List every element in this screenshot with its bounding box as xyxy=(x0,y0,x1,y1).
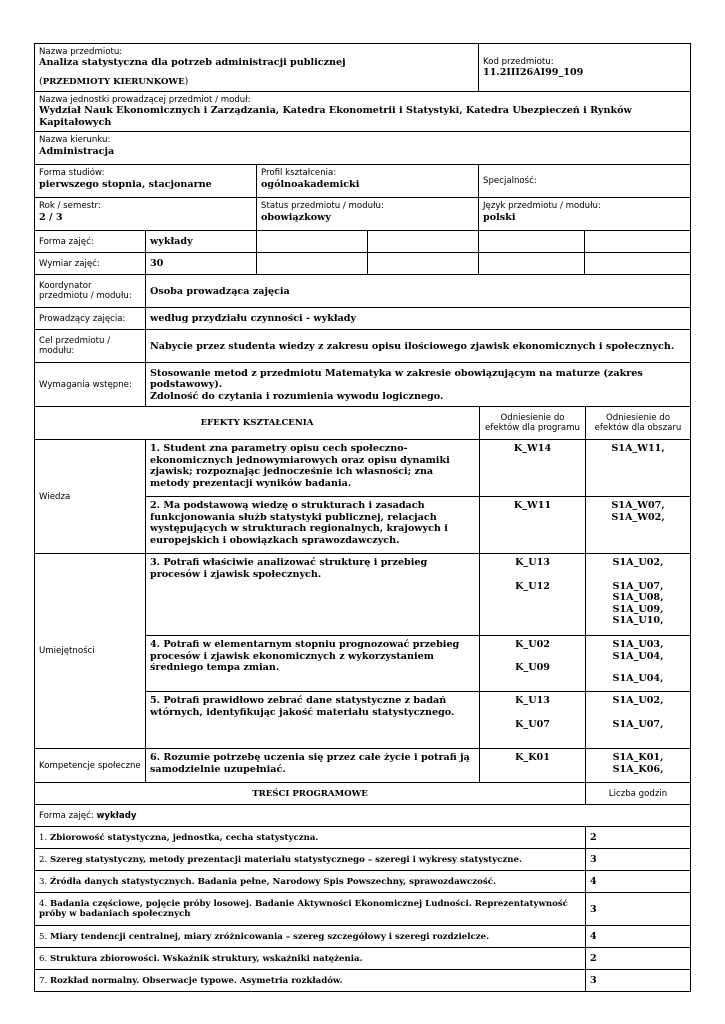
program-code: K_W11 xyxy=(513,500,552,512)
outcome-row xyxy=(35,440,691,497)
program-ref-header: Odniesienie do efektów dla programu xyxy=(480,407,586,440)
empty-cell xyxy=(479,231,585,253)
unit-name: Wydział Nauk Ekonomicznych i Zarządzania, Katedra Ekonometrii i Statystyki, Katedra Ubezpieczeń i Rynków Kapitałowych xyxy=(39,105,632,128)
empty-cell xyxy=(368,253,479,275)
specialty-cell xyxy=(479,165,691,198)
program-codes xyxy=(480,497,586,554)
area-code: S1A_W11, xyxy=(611,443,665,455)
content-row xyxy=(35,849,691,871)
program-code: K_U13 xyxy=(515,557,550,569)
code-spacer xyxy=(484,651,581,662)
class-form-row-label: Forma zajęć: xyxy=(39,810,97,821)
goal-label-cell xyxy=(35,330,146,363)
profile: ogólnoakademicki xyxy=(261,178,360,190)
unit-cell xyxy=(35,92,691,132)
topic-number: 6. xyxy=(39,953,50,964)
program-codes xyxy=(480,554,586,636)
area-code: S1A_K06, xyxy=(612,763,664,775)
lecturer: według przydziału czynności - wykłady xyxy=(150,313,357,325)
year-label: Rok / semestr: xyxy=(39,201,101,212)
content-topic xyxy=(35,893,586,926)
coordinator-label-cell xyxy=(35,275,146,308)
topic-text: Zbiorowość statystyczna, jednostka, cecha statystyczna. xyxy=(49,832,319,843)
area-code: S1A_U02, xyxy=(612,557,664,569)
area-code: S1A_W07, xyxy=(611,500,665,512)
empty-cell xyxy=(585,253,691,275)
field-label: Nazwa kierunku: xyxy=(39,135,111,146)
lecturer-cell xyxy=(146,308,691,330)
code-spacer xyxy=(590,569,686,581)
coordinator-label: Koordynator przedmiotu / modułu: xyxy=(39,281,132,302)
study-form-label: Forma studiów: xyxy=(39,168,105,179)
paren-open: ( xyxy=(39,75,43,87)
empty-cell xyxy=(257,231,368,253)
topic-hours: 3 xyxy=(586,849,691,871)
group-knowledge: Wiedza xyxy=(35,440,146,554)
topic-text: Miary tendencji centralnej, miary zróżnicowania – szereg szczegółowy i szeregi rozdzielcze. xyxy=(49,931,490,942)
hours-count-header: Liczba godzin xyxy=(586,783,691,805)
course-group: PRZEDMIOTY KIERUNKOWE xyxy=(42,76,185,87)
topic-number: 7. xyxy=(39,975,50,986)
outcome-text: 2. Ma podstawową wiedzę o strukturach i zasadach funkcjonowania służb statystyki publicznej, relacjach występujących w strukturach regionalnych, krajowych i europejskich i obowiązkach sprawozdawczych. xyxy=(146,497,480,554)
group-competences: Kompetencje społeczne xyxy=(35,749,146,783)
lecturer-label-cell xyxy=(35,308,146,330)
content-row xyxy=(35,871,691,893)
goal: Nabycie przez studenta wiedzy z zakresu opisu ilościowego zjawisk ekonomicznych i społecznych. xyxy=(150,340,675,352)
hours-label: Wymiar zajęć: xyxy=(39,258,100,269)
topic-hours: 4 xyxy=(586,871,691,893)
topic-text: Rozkład normalny. Obserwacje typowe. Asymetria rozkładów. xyxy=(49,975,343,986)
group-skills: Umiejętności xyxy=(35,554,146,749)
requirements-line-2: Zdolność do czytania i rozumienia wywodu logicznego. xyxy=(150,390,444,402)
outcome-text: 3. Potrafi właściwie analizować strukturę i przebieg procesów i zjawisk społecznych. xyxy=(146,554,480,636)
class-form-row-value: wykłady xyxy=(96,810,137,821)
requirements-line-1: Stosowanie metod z przedmiotu Matematyka w zakresie obowiązującym na maturze (zakres podstawowy). xyxy=(150,367,643,391)
code-spacer xyxy=(590,662,686,673)
outcome-row xyxy=(35,554,691,636)
outcome-text: 1. Student zna parametry opisu cech społeczno-ekonomicznych jednowymiarowych oraz opisu dynamiki zjawisk; rozpoznając jednocześnie ich własności; zna metody prezentacji wyników badania. xyxy=(146,440,480,497)
area-code: S1A_W02, xyxy=(611,511,665,523)
program-codes xyxy=(480,749,586,783)
program-code: K_U09 xyxy=(515,661,550,673)
status: obowiązkowy xyxy=(261,211,331,223)
course-code-cell xyxy=(479,44,691,92)
course-name-label: Nazwa przedmiotu: xyxy=(39,47,123,57)
learning-outcomes-table xyxy=(34,406,691,783)
lecturer-label: Prowadzący zajęcia: xyxy=(39,313,126,324)
program-content-header: TREŚCI PROGRAMOWE xyxy=(35,783,586,805)
hours-label-cell xyxy=(35,253,146,275)
code-spacer xyxy=(484,707,581,719)
goal-cell xyxy=(146,330,691,363)
outcome-text: 6. Rozumie potrzebę uczenia się przez całe życie i potrafi ją samodzielnie uzupełniać. xyxy=(146,749,480,783)
topic-hours: 3 xyxy=(586,970,691,992)
empty-cell xyxy=(585,231,691,253)
class-form-label-cell xyxy=(35,231,146,253)
topic-number: 4. xyxy=(39,899,50,909)
content-row xyxy=(35,893,691,926)
course-code-label: Kod przedmiotu: xyxy=(483,56,554,67)
program-codes xyxy=(480,440,586,497)
area-code: S1A_U07, xyxy=(612,580,664,592)
outcomes-header: EFEKTY KSZTAŁCENIA xyxy=(35,407,480,440)
course-details-table xyxy=(34,274,691,407)
program-code: K_U02 xyxy=(515,639,550,651)
area-code: S1A_U04, xyxy=(612,673,664,685)
program-code: K_U07 xyxy=(515,718,550,730)
content-topic xyxy=(35,849,586,871)
topic-number: 2. xyxy=(39,854,50,865)
area-code: S1A_U10, xyxy=(612,615,664,627)
syllabus-page xyxy=(34,43,690,992)
class-form-row xyxy=(35,805,691,827)
area-code: S1A_U02, xyxy=(612,695,664,707)
topic-text: Struktura zbiorowości. Wskaźnik struktury, wskaźniki natężenia. xyxy=(49,953,363,964)
program-code: K_U12 xyxy=(515,580,550,592)
content-row xyxy=(35,948,691,970)
content-topic xyxy=(35,926,586,948)
empty-cell xyxy=(368,231,479,253)
topic-hours: 2 xyxy=(586,948,691,970)
topic-number: 5. xyxy=(39,931,50,942)
outcome-text: 5. Potrafi prawidłowo zebrać dane statystyczne z badań wtórnych, identyfikując jakość materiału statystycznego. xyxy=(146,692,480,749)
year-cell xyxy=(35,198,257,231)
program-code: K_U13 xyxy=(515,695,550,707)
code-spacer xyxy=(590,707,686,719)
year: 2 / 3 xyxy=(39,211,63,223)
topic-text: Źródła danych statystycznych. Badania pełne, Narodowy Spis Powszechny, sprawozdawczość. xyxy=(49,876,496,887)
class-form-label: Forma zajęć: xyxy=(39,236,94,247)
status-cell xyxy=(257,198,479,231)
topic-hours: 2 xyxy=(586,827,691,849)
course-code: 11.2III26AI99_109 xyxy=(483,66,584,78)
empty-cell xyxy=(257,253,368,275)
area-code: S1A_U04, xyxy=(612,650,664,662)
profile-cell xyxy=(257,165,479,198)
topic-text: Badania częściowe, pojęcie próby losowej. Badanie Aktywności Ekonomicznej Ludności. Reprezentatywność próby w badaniach społecznych xyxy=(39,899,568,920)
code-spacer xyxy=(484,569,581,581)
program-code: K_K01 xyxy=(515,752,550,764)
language-cell xyxy=(479,198,691,231)
area-code: S1A_K01, xyxy=(612,752,664,764)
course-group-wrap xyxy=(39,76,188,87)
topic-hours: 4 xyxy=(586,926,691,948)
course-info-table xyxy=(34,43,691,275)
area-codes xyxy=(586,497,691,554)
empty-cell xyxy=(479,253,585,275)
unit-label: Nazwa jednostki prowadzącej przedmiot / moduł: xyxy=(39,95,251,105)
requirements-label-cell xyxy=(35,363,146,407)
language: polski xyxy=(483,211,516,223)
topic-hours: 3 xyxy=(586,893,691,926)
program-codes xyxy=(480,636,586,692)
content-topic xyxy=(35,948,586,970)
content-topic xyxy=(35,970,586,992)
field-name: Administracja xyxy=(39,145,115,157)
content-row xyxy=(35,926,691,948)
program-codes xyxy=(480,692,586,749)
area-ref-header: Odniesienie do efektów dla obszaru xyxy=(586,407,691,440)
hours-cell xyxy=(146,253,257,275)
area-code: S1A_U03, xyxy=(612,639,664,651)
content-row xyxy=(35,827,691,849)
topic-text: Szereg statystyczny, metody prezentacji materiału statystycznego – szeregi i wykresy statystyczne. xyxy=(49,854,522,865)
topic-number: 1. xyxy=(39,832,50,843)
status-label: Status przedmiotu / modułu: xyxy=(261,201,384,212)
program-content-table xyxy=(34,782,691,992)
area-code: S1A_U08, xyxy=(612,592,664,604)
area-codes xyxy=(586,440,691,497)
paren-close: ) xyxy=(184,75,189,87)
outcome-text: 4. Potrafi w elementarnym stopniu prognozować przebieg procesów i zjawisk ekonomicznych z wykorzystaniem średniego tempa zmian. xyxy=(146,636,480,692)
language-label: Język przedmiotu / modułu: xyxy=(483,201,601,212)
field-cell xyxy=(35,132,691,165)
study-form-cell xyxy=(35,165,257,198)
requirements-label: Wymagania wstępne: xyxy=(39,379,132,390)
goal-label: Cel przedmiotu / modułu: xyxy=(39,336,111,357)
outcome-row xyxy=(35,749,691,783)
course-name-cell xyxy=(35,44,479,92)
hours: 30 xyxy=(150,258,164,270)
topic-number: 3. xyxy=(39,876,50,887)
area-code: S1A_U09, xyxy=(612,603,664,615)
content-row xyxy=(35,970,691,992)
requirements-cell xyxy=(146,363,691,407)
content-topic xyxy=(35,827,586,849)
specialty-label: Specjalność: xyxy=(483,176,537,187)
area-codes xyxy=(586,749,691,783)
course-name: Analiza statystyczna dla potrzeb administracji publicznej xyxy=(39,57,346,69)
area-codes xyxy=(586,554,691,636)
program-code: K_W14 xyxy=(513,443,552,455)
area-codes xyxy=(586,636,691,692)
content-topic xyxy=(35,871,586,893)
coordinator: Osoba prowadząca zajęcia xyxy=(150,285,290,297)
area-codes xyxy=(586,692,691,749)
coordinator-cell xyxy=(146,275,691,308)
area-code: S1A_U07, xyxy=(612,718,664,730)
profile-label: Profil kształcenia: xyxy=(261,168,337,179)
study-form: pierwszego stopnia, stacjonarne xyxy=(39,178,212,190)
class-form: wykłady xyxy=(150,236,193,248)
class-form-cell xyxy=(146,231,257,253)
